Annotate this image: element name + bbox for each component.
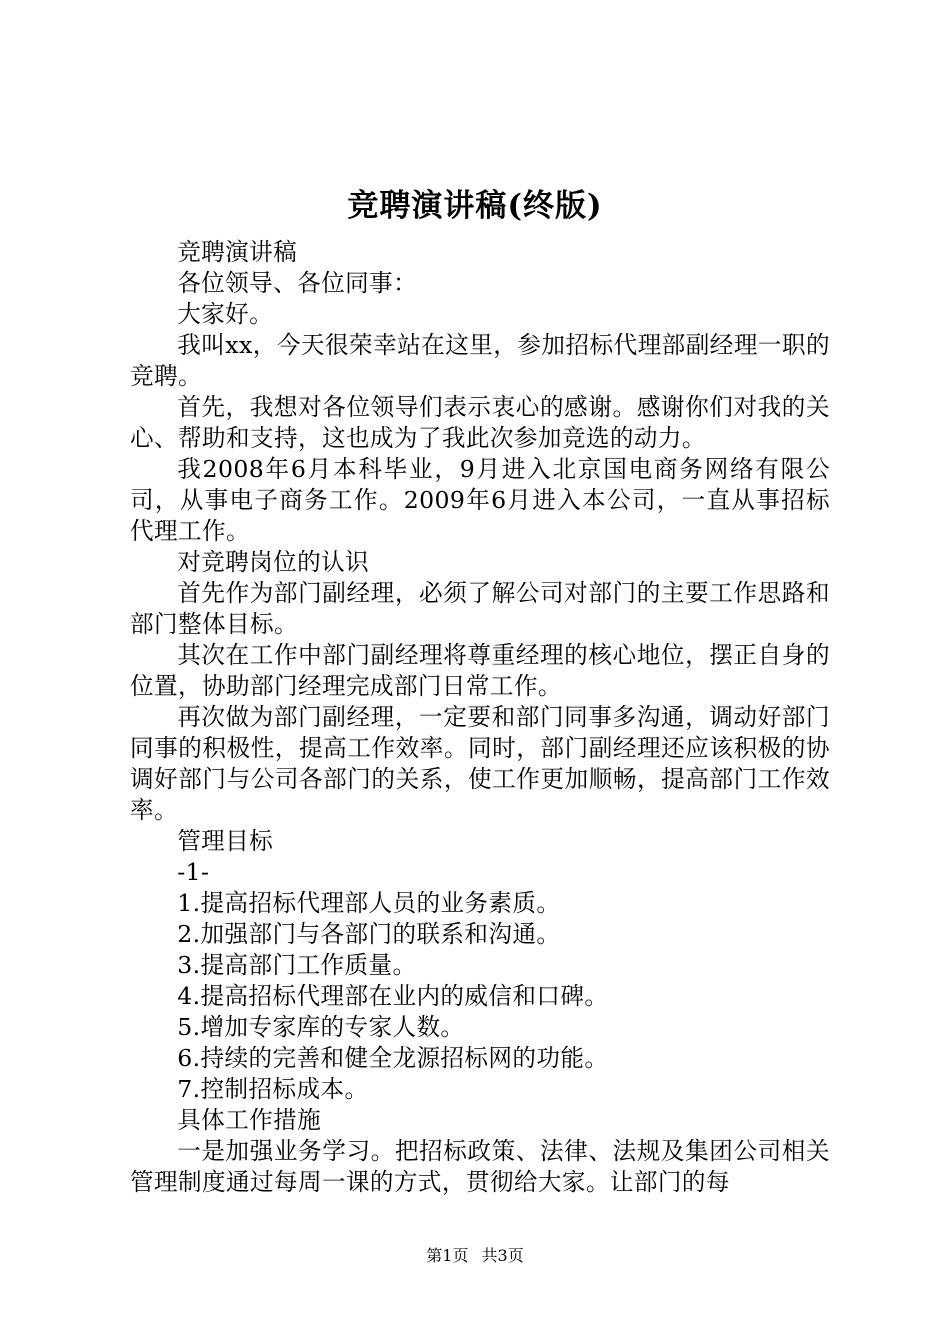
document-title: 竞聘演讲稿(终版) [347,188,603,224]
paragraph: 一是加强业务学习。把招标政策、法律、法规及集团公司相关管理制度通过每周一课的方式，贯彻给大家。让部门的每 [130,1137,830,1196]
list-item: 3.提高部门工作质量。 [177,951,417,979]
paragraph: 各位领导、各位同事： [177,269,418,297]
section-heading: 具体工作措施 [177,1106,322,1134]
paragraph: 再次做为部门副经理，一定要和部门同事多沟通，调动好部门同事的积极性，提高工作效率。同时，部门副经理还应该积极的协调好部门与公司各部门的关系，使工作更加顺畅，提高部门工作效率。 [130,703,830,824]
list-item: 2.加强部门与各部门的联系和沟通。 [177,920,561,948]
list-item: 6.持续的完善和健全龙源招标网的功能。 [177,1044,609,1072]
section-heading: 对竞聘岗位的认识 [177,548,370,576]
paragraph: 首先，我想对各位领导们表示衷心的感谢。感谢你们对我的关心、帮助和支持，这也成为了我此次参加竞选的动力。 [130,393,830,452]
document-body [130,237,830,1198]
list-item: 4.提高招标代理部在业内的威信和口碑。 [177,982,609,1010]
section-heading: 管理目标 [177,827,274,855]
list-item: 7.控制招标成本。 [177,1075,369,1103]
list-item: 5.增加专家库的专家人数。 [177,1013,465,1041]
total-pages: 共3页 [481,1246,524,1265]
paragraph: 我2008年6月本科毕业，9月进入北京国电商务网络有限公司，从事电子商务工作。2009年6月进入本公司，一直从事招标代理工作。 [130,455,830,545]
list-item: 1.提高招标代理部人员的业务素质。 [177,889,561,917]
paragraph: 首先作为部门副经理，必须了解公司对部门的主要工作思路和部门整体目标。 [130,579,830,638]
paragraph: 我叫xx，今天很荣幸站在这里，参加招标代理部副经理一职的竞聘。 [130,331,830,390]
paragraph: 大家好。 [177,300,274,328]
inline-page-number: -1- [177,858,210,886]
page-number: 第1页 [426,1246,469,1265]
paragraph: 其次在工作中部门副经理将尊重经理的核心地位，摆正自身的位置，协助部门经理完成部门日常工作。 [130,641,830,700]
page-footer [0,1243,950,1266]
paragraph: 竞聘演讲稿 [177,238,298,266]
